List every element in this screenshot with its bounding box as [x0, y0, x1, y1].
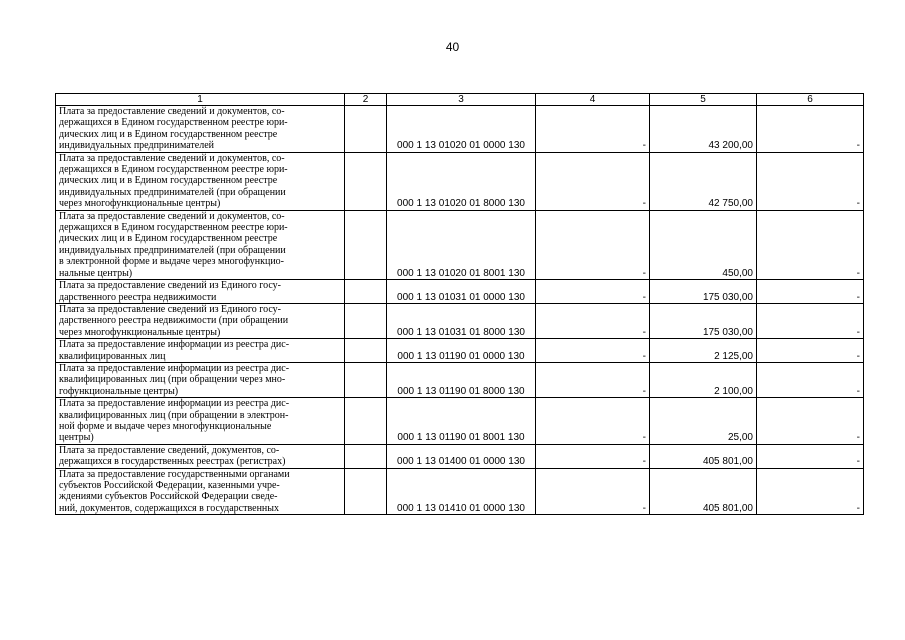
- column-2-value: [345, 303, 387, 338]
- revenue-name: Плата за предоставление информации из реестра дис- квалифицированных лиц (при обращении через мно- гофункциональные центры): [56, 362, 345, 397]
- column-4-value: -: [536, 152, 650, 210]
- revenue-name: Плата за предоставление информации из реестра дис- квалифицированных лиц: [56, 339, 345, 363]
- column-4-value: -: [536, 339, 650, 363]
- budget-code: 000 1 13 01410 01 0000 130: [387, 468, 536, 515]
- column-2-value: [345, 106, 387, 153]
- column-4-value: -: [536, 106, 650, 153]
- table-row: [56, 303, 864, 338]
- table-row: [56, 398, 864, 445]
- column-number: 5: [650, 94, 757, 106]
- budget-code: 000 1 13 01190 01 8000 130: [387, 362, 536, 397]
- column-number-row: [56, 94, 864, 106]
- column-2-value: [345, 444, 387, 468]
- page-number: 40: [445, 40, 460, 54]
- column-6-value: -: [757, 468, 864, 515]
- amount-value: 450,00: [650, 210, 757, 279]
- table-row: [56, 210, 864, 279]
- column-4-value: -: [536, 210, 650, 279]
- column-2-value: [345, 280, 387, 304]
- budget-code: 000 1 13 01190 01 8001 130: [387, 398, 536, 445]
- table-row: [56, 468, 864, 515]
- column-4-value: -: [536, 280, 650, 304]
- column-number: 3: [387, 94, 536, 106]
- amount-value: 405 801,00: [650, 468, 757, 515]
- column-4-value: -: [536, 303, 650, 338]
- column-2-value: [345, 152, 387, 210]
- amount-value: 2 125,00: [650, 339, 757, 363]
- revenue-name: Плата за предоставление сведений и документов, со- держащихся в Едином государственном реестре юри- дических лиц и в Едином государственном реестре индивидуальных предпринимателей: [56, 106, 345, 153]
- column-6-value: -: [757, 339, 864, 363]
- revenue-name: Плата за предоставление сведений и документов, со- держащихся в Едином государственном реестре юри- дических лиц и в Едином государственном реестре индивидуальных предпринимателей (при обращении в электронной форме и выдаче через многофункцио- нальные центры): [56, 210, 345, 279]
- amount-value: 43 200,00: [650, 106, 757, 153]
- table-row: [56, 339, 864, 363]
- revenue-name: Плата за предоставление сведений из Единого госу- дарственного реестра недвижимости: [56, 280, 345, 304]
- column-4-value: -: [536, 444, 650, 468]
- budget-code: 000 1 13 01020 01 8000 130: [387, 152, 536, 210]
- budget-code: 000 1 13 01031 01 0000 130: [387, 280, 536, 304]
- column-2-value: [345, 210, 387, 279]
- column-6-value: -: [757, 152, 864, 210]
- column-4-value: -: [536, 398, 650, 445]
- column-number: 1: [56, 94, 345, 106]
- column-4-value: -: [536, 362, 650, 397]
- column-number: 6: [757, 94, 864, 106]
- amount-value: 2 100,00: [650, 362, 757, 397]
- revenue-name: Плата за предоставление сведений и документов, со- держащихся в Едином государственном реестре юри- дических лиц и в Едином государственном реестре индивидуальных предпринимателей (при обращении через многофункциональные центры): [56, 152, 345, 210]
- column-2-value: [345, 339, 387, 363]
- column-6-value: -: [757, 398, 864, 445]
- column-2-value: [345, 468, 387, 515]
- table-row: [56, 106, 864, 153]
- budget-code: 000 1 13 01031 01 8000 130: [387, 303, 536, 338]
- table-row: [56, 444, 864, 468]
- amount-value: 175 030,00: [650, 303, 757, 338]
- column-number: 4: [536, 94, 650, 106]
- revenue-name: Плата за предоставление государственными органами субъектов Российской Федерации, казенными учре- ждениями субъектов Российской Федерации сведе- ний, документов, содержащихся в государственных: [56, 468, 345, 515]
- revenue-table: [55, 93, 864, 515]
- column-2-value: [345, 362, 387, 397]
- revenue-name: Плата за предоставление информации из реестра дис- квалифицированных лиц (при обращении в электрон- ной форме и выдаче через многофункциональные центры): [56, 398, 345, 445]
- budget-code: 000 1 13 01020 01 8001 130: [387, 210, 536, 279]
- column-6-value: -: [757, 280, 864, 304]
- revenue-name: Плата за предоставление сведений, документов, со- держащихся в государственных реестрах (регистрах): [56, 444, 345, 468]
- column-6-value: -: [757, 444, 864, 468]
- column-6-value: -: [757, 303, 864, 338]
- amount-value: 175 030,00: [650, 280, 757, 304]
- amount-value: 42 750,00: [650, 152, 757, 210]
- table-row: [56, 362, 864, 397]
- revenue-name: Плата за предоставление сведений из Единого госу- дарственного реестра недвижимости (при обращении через многофункциональные центры): [56, 303, 345, 338]
- budget-code: 000 1 13 01190 01 0000 130: [387, 339, 536, 363]
- amount-value: 405 801,00: [650, 444, 757, 468]
- table-row: [56, 152, 864, 210]
- column-4-value: -: [536, 468, 650, 515]
- column-6-value: -: [757, 210, 864, 279]
- budget-code: 000 1 13 01400 01 0000 130: [387, 444, 536, 468]
- column-number: 2: [345, 94, 387, 106]
- amount-value: 25,00: [650, 398, 757, 445]
- column-6-value: -: [757, 362, 864, 397]
- column-2-value: [345, 398, 387, 445]
- budget-code: 000 1 13 01020 01 0000 130: [387, 106, 536, 153]
- table-row: [56, 280, 864, 304]
- column-6-value: -: [757, 106, 864, 153]
